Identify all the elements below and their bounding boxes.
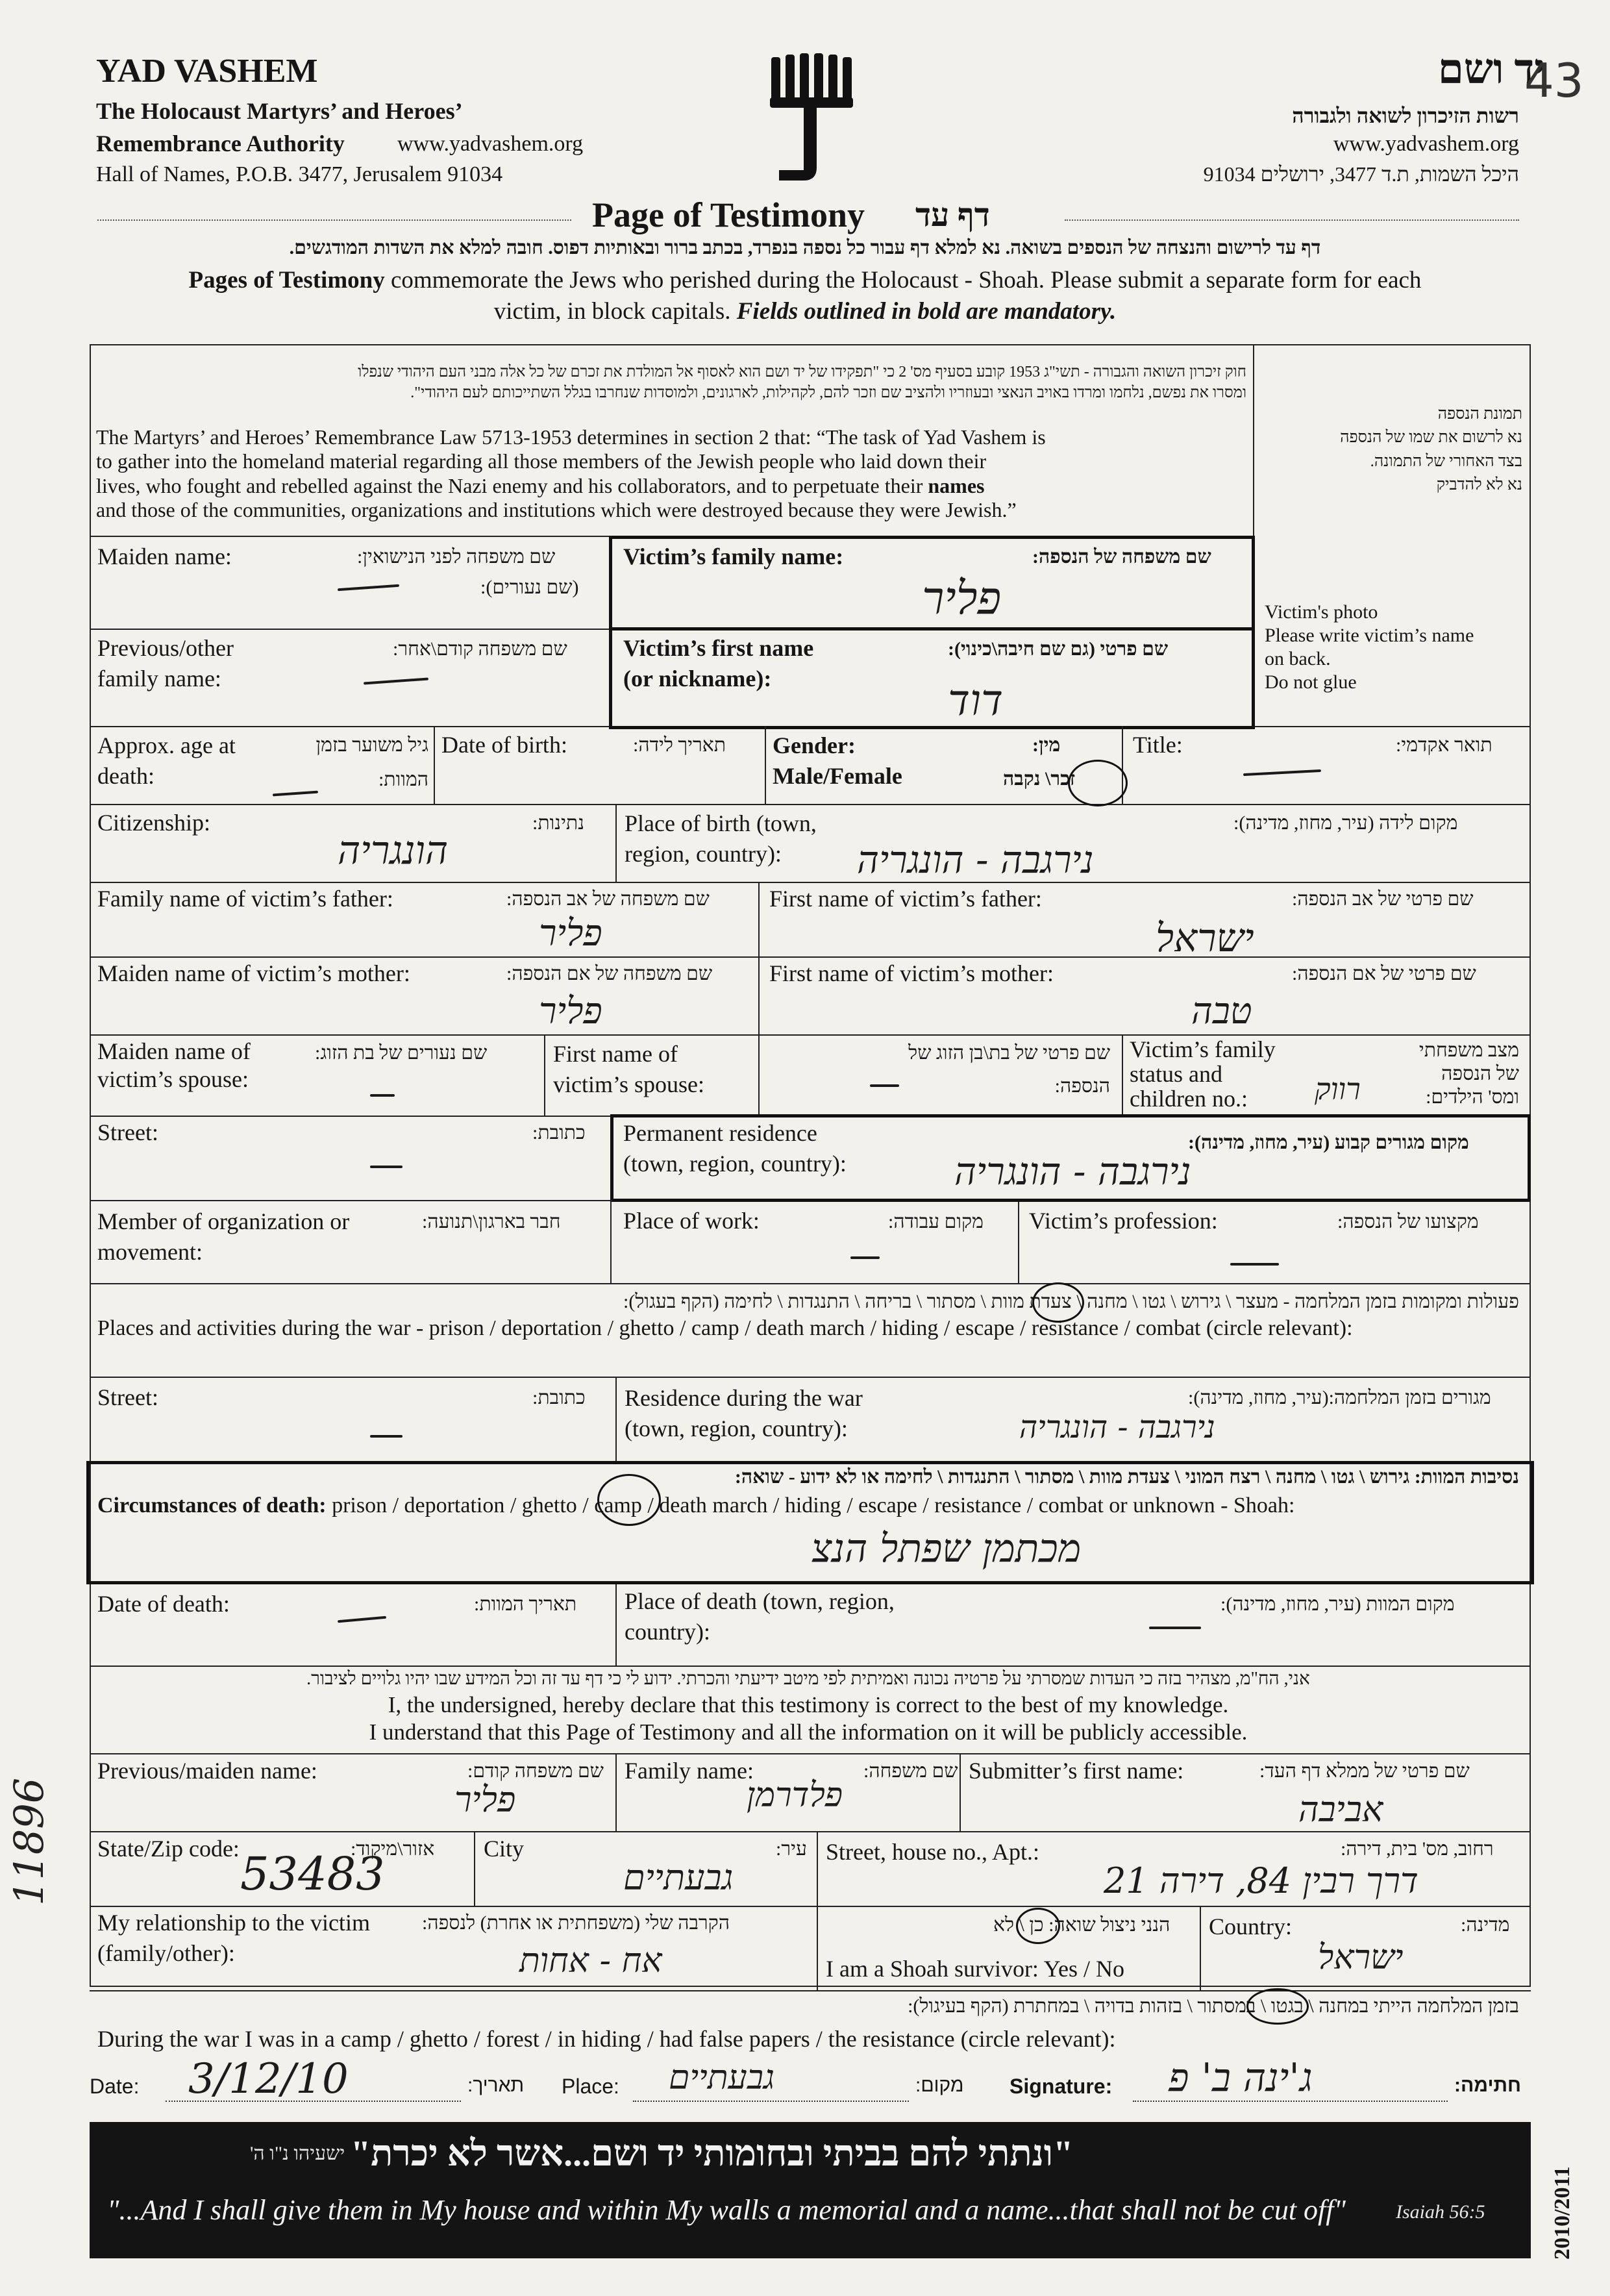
place-line [633,2101,909,2102]
spouse-first-empty[interactable] [870,1084,899,1087]
spouse-maiden-empty[interactable] [370,1094,395,1097]
citizenship-value[interactable]: הונגריה [338,828,449,873]
sub-first-label-he: שם פרטי של ממלא דף העד: [1259,1760,1470,1782]
city-value[interactable]: גבעתיים [623,1857,734,1898]
country-label: Country: [1209,1914,1293,1940]
victim-first-label-he: שם פרטי (גם שם חיבה\כינוי): [948,638,1169,660]
relation-value[interactable]: אח - אחות [519,1941,662,1980]
street2-label: Street: [97,1384,158,1410]
member-label-he: חבר בארגון\תנועה: [422,1211,561,1232]
sub-family-value[interactable]: פלדרמן [747,1776,843,1815]
spouse-maiden-label: Maiden name of victim’s spouse: [97,1038,251,1093]
place-value[interactable]: גבעתיים [669,2058,775,2097]
work-label: Place of work: [623,1208,760,1234]
family-status-value[interactable]: רווק [1315,1071,1361,1106]
law-en [96,425,1245,523]
corner-number: 43 [1524,53,1584,108]
zip-value[interactable]: 53483 [240,1847,385,1901]
photo-instr-en: Victim's photo Please write victim’s name on back. Do not glue [1265,601,1474,693]
city-label: City [484,1836,525,1862]
declaration-en-1: I, the undersigned, hereby declare that this testimony is correct to the best of my knowledge. [388,1692,1229,1717]
street-label: Street: [97,1119,158,1145]
law-en-4: and those of the communities, organizations and institutions which were destroyed because they were Jewish.” [96,498,1017,522]
sub-street-label: Street, house no., Apt.: [826,1839,1039,1865]
address-en: Hall of Names, P.O.B. 3477, Jerusalem 91034 [96,162,503,186]
citizenship-label: Citizenship: [97,810,210,836]
father-first-label: First name of victim’s father: [769,886,1042,912]
death-circ-he[interactable]: נסיבות המוות: גירוש \ גטו \ מחנה \ רצח המוני \ צעדת מוות \ מסתור \ התנגדות \ לחימה או לא ידוע - שואה: [734,1466,1519,1488]
cit-pob-divider [615,804,617,882]
pob-label: Place of birth (town, region, country): [625,810,817,867]
intro-mandatory: Fields outlined in bold are mandatory. [736,298,1117,325]
banner-he-ref: ישעיהו נ"ו ה' [250,2143,345,2164]
father-first-label-he: שם פרטי של אב הנספה: [1292,888,1474,910]
maiden-name-label: Maiden name: [97,543,232,569]
war-res-value[interactable]: נירגבה - הונגריה [1019,1409,1215,1445]
org-sub1-en: The Holocaust Martyrs’ and Heroes’ [96,98,463,124]
row5-bottom [90,956,1531,958]
maiden-name-label-he2: (שם נעורים): [480,577,579,598]
death-circ-value[interactable]: מכתמן שפתל הנצ [811,1526,1082,1571]
gender-circle [1068,760,1128,806]
sub-prev-maiden-label-he: שם משפחה קודם: [467,1760,604,1782]
sub-first-label: Submitter’s first name: [969,1758,1184,1784]
citizenship-label-he: נתינות: [532,812,584,834]
perm-res-value[interactable]: נירגבה - הונגריה [954,1149,1191,1193]
pod-label: Place of death (town, region, country): [625,1588,895,1645]
city-label-he: עיר: [776,1838,807,1860]
victim-family-label-he: שם משפחה של הנספה: [1032,546,1211,568]
gender-options-he[interactable]: זכר\ נקבה [1003,768,1076,790]
war-submitter-en[interactable]: During the war I was in a camp / ghetto / forest / in hiding / had false papers / the resistance (circle relevant): [97,2026,1116,2052]
maiden-name-label-he: שם משפחה לפני הנישואין: [357,546,556,568]
row6-bottom [90,1034,1531,1036]
place-label: Place: [562,2075,619,2098]
row1-bottom [90,629,609,630]
victim-first-label: Victim’s first name (or nickname): [623,635,814,692]
pod-label-he: מקום המוות (עיר, מחוז, מדינה): [1220,1593,1455,1615]
age-label-he: גיל משוער בזמן המוות: [316,734,428,790]
photo-instr-he: תמונת הנספה נא לרשום את שמו של הנספה בצד האחורי של התמונה. נא לא להדביק [1340,405,1522,493]
war-res-label-he: מגורים בזמן המלחמה:(עיר, מחוז, מדינה): [1188,1387,1491,1408]
signature-label: Signature: [1009,2075,1113,2098]
spouse-first-label: First name of victim’s spouse: [553,1041,704,1097]
member-divider1 [610,1202,612,1283]
father-first-value[interactable]: ישראל [1156,916,1254,961]
dob-label-he: תאריך לידה: [633,734,726,756]
zip-divider2 [817,1831,818,1990]
street-label-he: כתובת: [532,1122,586,1143]
spouse-divider2 [1122,1034,1123,1116]
title-label-he: תואר אקדמי: [1396,734,1492,756]
website-left: www.yadvashem.org [397,132,584,156]
signature-label-he: חתימה: [1454,2075,1522,2096]
sub-street-value[interactable]: דרך רבין 84, דירה 21 [1104,1860,1418,1901]
row12-bottom [90,1666,1531,1667]
intro-en-bold: Pages of Testimony [188,267,385,293]
side-number: 11896 [5,1777,53,1906]
dob-gender-divider [765,726,766,804]
row15-bottom [90,1906,1531,1907]
yad-vashem-logo [766,51,863,187]
row14-bottom [90,1831,1531,1832]
row13-bottom [90,1753,1531,1754]
activities-he[interactable]: פעולות ומקומות בזמן המלחמה - מעצר \ גירוש \ גטו \ מחנה \ צעדת מוות \ מסתור \ בריחה \ התנגדות \ לחימה (הקף בעגול): [623,1291,1519,1312]
father-family-label-he: שם משפחה של אב הנספה: [506,888,710,910]
prev-family-label: Previous/other family name: [97,635,234,692]
profession-empty[interactable] [1230,1263,1279,1266]
law-en-2: to gather into the homeland material regarding all those members of the Jewish people who laid down their [96,449,987,473]
mother-first-label: First name of victim’s mother: [769,960,1054,986]
father-family-label: Family name of victim’s father: [97,886,393,912]
street2-label-he: כתובת: [532,1387,586,1408]
law-he-2: ומסרו את נפשם, נלחמו ומרדו באויב הנאצי ובעוזריו ולהציב שם וזכר להם, לקהילות, לארגונים, ולמוסדות שנחרבו בגלל השתייכותם לעם היהודי". [410,384,1246,401]
family-status-label: Victim’s family status and children no.: [1130,1036,1276,1112]
intro-en-text2: victim, in block capitals. [493,298,737,325]
mother-maiden-label: Maiden name of victim’s mother: [97,960,410,986]
mother-first-value[interactable]: טבה [1191,990,1252,1032]
war-res-divider [615,1377,617,1461]
survivor-circle [1016,1908,1060,1944]
page-title: Page of Testimony [592,195,865,234]
war-res-label: Residence during the war (town, region, country): [625,1385,863,1441]
header-rule-left [97,219,571,221]
ghetto-circle [1032,1282,1084,1323]
survivor-he[interactable]: הנני ניצול שואה: כן \ לא [993,1914,1170,1936]
street-empty[interactable] [370,1166,402,1168]
org-sub-he: רשות הזיכרון לשואה ולגבורה [1292,104,1519,127]
war-submitter-he[interactable]: בזמן המלחמה הייתי במחנה \ בגטו \ במסתור \ בזהות בדויה \ במחתרת (הקף בעיגול): [908,1995,1519,2017]
age-dob-divider [434,726,435,804]
mother-first-label-he: שם פרטי של אם הנספה: [1292,963,1476,984]
date-value[interactable]: 3/12/10 [188,2055,349,2103]
work-label-he: מקום עבודה: [888,1211,984,1232]
sub-street-label-he: רחוב, מס' בית, דירה: [1341,1838,1494,1860]
sub-first-value[interactable]: אביבה [1298,1789,1383,1830]
dob-label: Date of birth: [441,732,567,758]
victim-family-label: Victim’s family name: [623,543,844,569]
header-rule-right [1065,219,1519,221]
perm-res-label-he: מקום מגורים קבוע (עיר, מחוז, מדינה): [1188,1132,1469,1153]
signature-value[interactable]: ג'ינה ב' פ [1169,2055,1313,2101]
banner-en: "...And I shall give them in My house and within My walls a memorial and a name...that shall not be cut off" [107,2194,1346,2226]
row10-bottom [90,1377,1531,1378]
law-en-1: The Martyrs’ and Heroes’ Remembrance Law 5713-1953 determines in section 2 that: “The task of Yad Vashem is [96,425,1046,449]
sub-family-label-he: שם משפחה: [863,1760,958,1782]
website-right: www.yadvashem.org [1333,132,1519,156]
family-status-label-he: מצב משפחתי של הנספה ומס' הילדים: [1418,1040,1519,1108]
gender-label-he: מין: [1032,734,1061,756]
country-value[interactable]: ישראל [1318,1938,1404,1977]
death-circ-en[interactable]: Circumstances of death: prison / deportation / ghetto / camp / death march / hiding / escape / resistance / combat or unknown - Shoah: [97,1493,1295,1517]
row9-bottom [90,1283,1531,1284]
sub-divider2 [960,1753,961,1831]
mother-maiden-value[interactable]: פליר [539,990,602,1032]
zip-label: State/Zip code: [97,1836,240,1862]
work-empty[interactable] [850,1256,880,1259]
gender-label: Gender: Male/Female [773,732,902,789]
dod-label: Date of death: [97,1591,230,1617]
row4-bottom [90,882,1531,883]
sub-divider1 [615,1753,617,1831]
declaration-he: אני, הח"מ, מצהיר בזה כי העדות שמסרתי על פרטיה נכונה ואמיתית לפי מיטב ידיעתי והכרתי. ידוע לי כי דף עד זה וכל המידע שבו יהיו גלויים לציבור. [306,1669,1310,1689]
zip-divider1 [474,1831,475,1906]
intro-en-text: commemorate the Jews who perished during the Holocaust - Shoah. Please submit a separate form for each [384,267,1422,293]
father-divider [758,882,760,1116]
victim-name-box-mid [609,627,1255,630]
survivor-en[interactable]: I am a Shoah survivor: Yes / No [826,1956,1124,1982]
dod-divider [615,1584,617,1666]
row8-bottom [90,1200,612,1201]
row3-bottom [90,804,1531,805]
rel-divider [1200,1906,1201,1990]
father-family-value[interactable]: פליר [539,912,602,955]
law-he-1: חוק זיכרון השואה והגבורה - תשי"ג 1953 קובע בסעיף מס' 2 כי "תפקידו של יד ושם הוא לאסוף אל המולדת את זכרם של כל אלה מבני העם היהודי שנפלו [358,364,1246,381]
prev-family-label-he: שם משפחה קודם\אחר: [393,638,567,660]
spouse-divider1 [544,1034,545,1116]
banner-en-ref: Isaiah 56:5 [1396,2201,1485,2223]
row16-bottom [90,1990,1531,1991]
date-label-he: תאריך: [467,2075,525,2096]
org-name-he: יד ושם [1437,46,1545,92]
title-label: Title: [1133,732,1183,758]
year-tag: 2010/2011 [1550,2166,1574,2260]
profession-label-he: מקצועו של הנספה: [1337,1211,1479,1232]
victim-family-value[interactable]: פליר [922,571,1002,625]
relation-label: My relationship to the victim (family/other): [97,1910,370,1966]
profession-label: Victim’s profession: [1029,1208,1218,1234]
activities-en[interactable]: Places and activities during the war - prison / deportation / ghetto / camp / death march / hiding / escape / resistance / combat (circle relevant): [97,1316,1353,1340]
intro-en [91,266,1519,294]
law-en-3: lives, who fought and rebelled against the Nazi enemy and his collaborators, and to perpetuate their names [96,473,985,497]
country-label-he: מדינה: [1461,1914,1510,1936]
victim-first-value[interactable]: דוד [948,675,1004,725]
declaration-en-2: I understand that this Page of Testimony and all the information on it will be publicly accessible. [369,1719,1248,1745]
sub-family-label: Family name: [625,1758,754,1784]
sub-prev-maiden-label: Previous/maiden name: [97,1758,317,1784]
spouse-first-label-he: שם פרטי של בת\בן הזוג של הנספה: [908,1042,1110,1097]
address-he: היכל השמות, ת.ד 3477, ירושלים 91034 [1203,162,1519,186]
dod-label-he: תאריך המוות: [474,1593,577,1615]
pob-value[interactable]: נירגבה - הונגריה [857,838,1094,882]
mother-maiden-label-he: שם משפחה של אם הנספה: [506,963,713,984]
intro-he: דף עד לרישום והנצחה של הנספים בשואה. נא למלא דף עבור כל נספה בנפרד, בכתב ברור ובאותיות דפוס. חובה למלא את השדות המודגשים. [289,237,1321,258]
member-divider2 [1018,1202,1019,1283]
zip-label-he: אזור\מיקוד: [351,1838,435,1860]
date-label: Date: [90,2075,140,2098]
org-name-en: YAD VASHEM [96,53,318,90]
spouse-maiden-label-he: שם נעורים של בת הזוג: [315,1042,488,1064]
street2-empty[interactable] [370,1435,402,1438]
date-line [166,2101,461,2102]
org-sub2-en: Remembrance Authority [96,131,345,156]
banner-he: "ונתתי להם בביתי ובחומותי יד ושם...אשר לא יכרת" [351,2134,1074,2174]
sub-prev-maiden-value[interactable]: פליר [454,1779,516,1820]
camp-circle [597,1474,661,1526]
camp-circle-submitter [1246,1988,1309,2025]
member-label: Member of organization or movement: [97,1208,350,1265]
pob-label-he: מקום לידה (עיר, מחוז, מדינה): [1233,812,1458,834]
pod-empty[interactable] [1149,1627,1201,1629]
place-label-he: מקום: [915,2075,964,2096]
signature-line [1133,2101,1448,2102]
relation-label-he: הקרבה שלי (משפחתית או אחרת) לנספה: [422,1912,730,1934]
page-title-he: דף עד [915,197,990,233]
age-label: Approx. age at death: [97,732,236,789]
perm-res-label: Permanent residence (town, region, country): [623,1120,847,1177]
intro-en-line2 [91,297,1519,325]
